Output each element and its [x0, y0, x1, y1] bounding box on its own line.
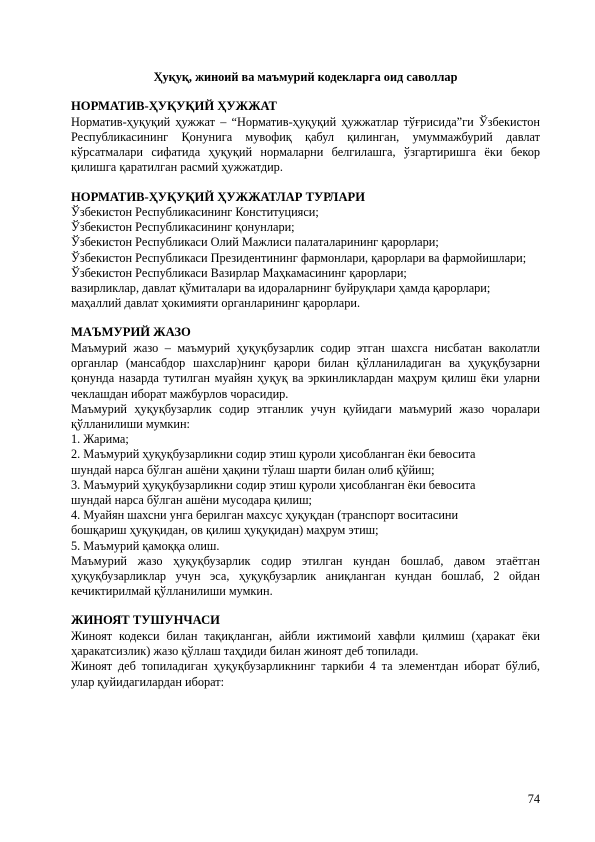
- section-heading-crime-concept: ЖИНОЯТ ТУШУНЧАСИ: [71, 613, 220, 628]
- administrative-punishment-measures-intro: Маъмурий ҳуқуқбузарлик содир этганлик учун қуйидаги маъмурий жазо чоралари қўлланилиши мумкин:: [71, 401, 540, 431]
- section-heading-normative-types: НОРМАТИВ-ҲУҚУҚИЙ ҲУЖЖАТЛАР ТУРЛАРИ: [71, 189, 366, 204]
- list-item: Ўзбекистон Республикасининг Конституцияси;: [71, 205, 319, 220]
- list-item: 1. Жарима;: [71, 432, 129, 447]
- normative-act-definition: Норматив-ҳуқуқий ҳужжат – “Норматив-ҳуқуқий ҳужжатлар тўғрисида”ги Ўзбекистон Республикасининг Қонунига мувофиқ қабул қилинган, умуммажбурий давлат кўрсатмалари сифатида ҳуқуқий нормаларни белгилашга, ўзгартиришга ёки бекор қилишга қаратилган расмий ҳужжатдир.: [71, 114, 540, 175]
- section-heading-administrative-punishment: МАЪМУРИЙ ЖАЗО: [71, 325, 191, 340]
- list-item-continuation: бошқариш ҳуқуқидан, ов қилиш ҳуқуқидан) маҳрум этиш;: [71, 523, 379, 538]
- document-title: Ҳуқуқ, жиноий ва маъмурий кодекларга оид саволлар: [153, 70, 458, 84]
- section-spacer: [71, 311, 540, 325]
- list-item: вазирликлар, давлат қўмиталари ва идораларнинг буйруқлари ҳамда қарорлари;: [71, 281, 491, 296]
- crime-definition: Жиноят кодекси билан тақиқланган, айбли ижтимоий хавфли қилмиш (ҳаракат ёки ҳаракатсизлик) жазо қўллаш таҳдиди билан жиноят деб топилади.: [71, 628, 540, 659]
- list-item: 2. Маъмурий ҳуқуқбузарликни содир этиш қуроли ҳисобланган ёки бевосита: [71, 447, 476, 462]
- list-item: 3. Маъмурий ҳуқуқбузарликни содир этиш қуроли ҳисобланган ёки бевосита: [71, 477, 476, 492]
- administrative-punishment-term: Маъмурий жазо ҳуқуқбузарлик содир этилган кундан бошлаб, давом этаётган ҳуқуқбузарликлар учун эса, ҳуқуқбузарлик аниқланган кундан бошлаб, 2 ойдан кечиктирилмай қўлланилиши мумкин.: [71, 553, 540, 599]
- list-item: 4. Муайян шахсни унга берилган махсус ҳуқуқдан (транспорт воситасини: [71, 508, 459, 523]
- list-item: Ўзбекистон Республикаси Олий Мажлиси палаталарининг қарорлари;: [71, 235, 439, 250]
- page-content: [71, 70, 540, 690]
- section-spacer: [71, 599, 540, 613]
- list-item: Ўзбекистон Республикаси Вазирлар Маҳкамасининг қарорлари;: [71, 265, 407, 280]
- section-spacer: [71, 176, 540, 190]
- section-heading-normative-act: НОРМАТИВ-ҲУҚУҚИЙ ҲУЖЖАТ: [71, 99, 277, 114]
- list-item-continuation: шундай нарса бўлган ашёни ҳақини тўлаш шарти билан олиб қўйиш;: [71, 462, 435, 477]
- list-item: Ўзбекистон Республикаси Президентининг фармонлари, қарорлари ва фармойишлари;: [71, 250, 527, 265]
- page-number: 74: [527, 792, 540, 806]
- list-item: маҳаллий давлат ҳокимияти органларининг қарорлари.: [71, 296, 361, 311]
- crime-elements-intro: Жиноят деб топиладиган ҳуқуқбузарликнинг таркиби 4 та элементдан иборат бўлиб, улар қуйидагилардан иборат:: [71, 659, 540, 689]
- list-item: Ўзбекистон Республикасининг қонунлари;: [71, 220, 295, 235]
- list-item: 5. Маъмурий қамоққа олиш.: [71, 538, 220, 553]
- administrative-punishment-definition: Маъмурий жазо – маъмурий ҳуқуқбузарлик содир этган шахсга нисбатан ваколатли органлар (мансабдор шахслар)нинг қарори билан қўлланиладиган ва ҳуқуқбузарни қонунда назарда тутилган муайян ҳуқуқ ва эркинликлардан маҳрум қилиш ёки уларни чеклашдан иборат мажбурлов чорасидир.: [71, 340, 540, 401]
- list-item-continuation: шундай нарса бўлган ашёни мусодара қилиш;: [71, 492, 312, 507]
